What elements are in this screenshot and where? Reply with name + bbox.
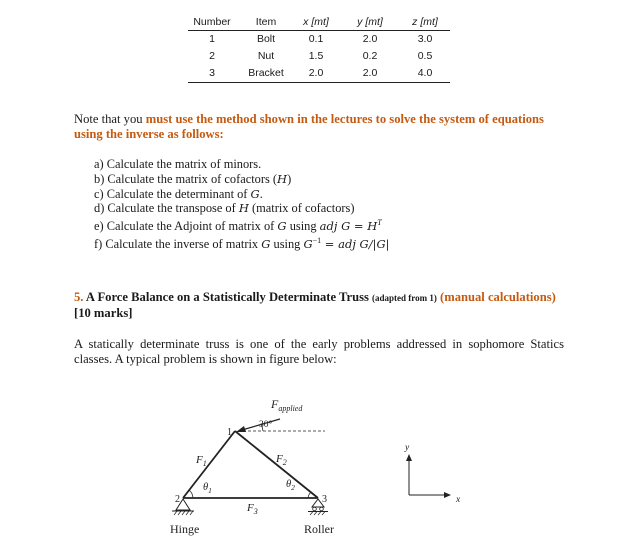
header-y: y [mt] — [357, 16, 383, 28]
table-row — [188, 31, 450, 48]
step-b-end: ) — [287, 171, 292, 186]
step-d — [94, 201, 390, 216]
x-axis-arrowhead-icon — [444, 492, 451, 498]
theta1-label: $\theta_1$ — [203, 482, 212, 495]
header-z: z [mt] — [412, 16, 438, 28]
step-e-math-adj: adj G = H — [319, 219, 378, 234]
steps-list — [94, 157, 390, 252]
table-row — [188, 48, 450, 65]
section-title: A Force Balance on a Statistically Determinate Truss — [83, 290, 373, 304]
y-axis-label: y — [405, 443, 410, 453]
note-prefix: Note that you — [74, 112, 146, 126]
table-cell: 0.1 — [308, 33, 324, 45]
x-axis-label: x — [456, 495, 461, 505]
section-adapted: (adapted from 1) — [372, 293, 437, 303]
note-emphasis: must use the method shown in the lectures to solve the system of equations using the inverse as follows: — [74, 112, 544, 141]
step-f — [94, 234, 390, 252]
angle-30-label: 30° — [259, 420, 273, 430]
section-number: 5. — [74, 290, 84, 304]
header-item: Item — [255, 16, 277, 28]
header-number: Number — [193, 16, 231, 28]
step-f-math-adj: = adj G/|G| — [321, 237, 390, 252]
f3-label: $F_3$ — [247, 502, 258, 516]
step-f-math-ginv: G — [303, 237, 313, 252]
f2-label: $F_2$ — [276, 453, 287, 467]
coordinates-table — [188, 14, 450, 83]
table-cell: 3.0 — [417, 33, 433, 45]
table-cell: 0.2 — [362, 50, 378, 62]
step-e-mid: using — [286, 219, 320, 234]
table-cell: 2.0 — [362, 67, 378, 79]
step-c-math: G — [250, 186, 260, 201]
truss-intro-paragraph: A statically determinate truss is one of the early problems addressed in sophomore Statics classes. A typical problem is shown in figure below: — [74, 337, 564, 366]
theta1-arc — [189, 490, 193, 498]
table-cell: 2 — [209, 50, 215, 62]
step-a — [94, 157, 390, 172]
table-cell: 1.5 — [308, 50, 324, 62]
roller-wheel-left-icon — [313, 507, 317, 511]
step-e-text: e) Calculate the Adjoint of matrix of — [94, 219, 278, 234]
table-cell: 1 — [209, 33, 215, 45]
table-cell: 2.0 — [308, 67, 324, 79]
table-cell: 2.0 — [362, 33, 378, 45]
step-f-mid: using — [270, 237, 304, 252]
node-3-label: 3 — [322, 494, 327, 505]
node-2-label: 2 — [175, 494, 180, 505]
roller-label: Roller — [304, 522, 334, 536]
step-a-text: a) Calculate the matrix of minors. — [94, 157, 262, 171]
table-cell: Bolt — [256, 33, 276, 45]
step-b-math: H — [277, 171, 288, 186]
step-b-text: b) Calculate the matrix of cofactors ( — [94, 171, 278, 186]
table-cell: 0.5 — [417, 50, 433, 62]
applied-force-arrowhead-icon — [236, 426, 246, 432]
step-f-math-g: G — [261, 237, 271, 252]
f1-label: $F_1$ — [196, 454, 207, 468]
table-row — [188, 65, 450, 83]
table-cell: Bracket — [248, 67, 284, 79]
step-e — [94, 216, 390, 234]
table-cell: Nut — [257, 50, 275, 62]
f-applied-label: $F_{applied}$ — [271, 398, 303, 413]
step-c — [94, 187, 390, 202]
step-b — [94, 172, 390, 187]
step-f-text: f) Calculate the inverse of matrix — [94, 237, 262, 252]
inverse-method-note — [74, 112, 574, 142]
section-manual: (manual calculations) — [436, 290, 556, 304]
theta2-label: $\theta_2$ — [286, 479, 295, 492]
y-axis-arrowhead-icon — [406, 454, 412, 461]
step-d-end: (matrix of cofactors) — [248, 201, 355, 216]
step-c-text: c) Calculate the determinant of — [94, 186, 251, 201]
step-d-text: d) Calculate the transpose of — [94, 201, 239, 216]
section-heading — [74, 290, 594, 321]
step-f-sup: −1 — [312, 236, 322, 246]
header-x: x [mt] — [303, 16, 329, 28]
hinge-label: Hinge — [170, 522, 200, 536]
step-c-end: . — [259, 186, 263, 201]
roller-wheel-right-icon — [320, 507, 324, 511]
roller-ground-hatch-icon — [310, 512, 325, 516]
section-marks: [10 marks] — [74, 306, 133, 320]
truss-figure — [160, 398, 480, 544]
step-d-math: H — [238, 201, 249, 216]
step-e-sup: T — [377, 218, 382, 228]
hinge-ground-hatch-icon — [174, 511, 193, 515]
node-1-label: 1 — [227, 427, 232, 438]
table-cell: 4.0 — [417, 67, 433, 79]
step-e-math-g: G — [277, 219, 287, 234]
table-header — [188, 14, 450, 31]
table-cell: 3 — [209, 67, 215, 79]
